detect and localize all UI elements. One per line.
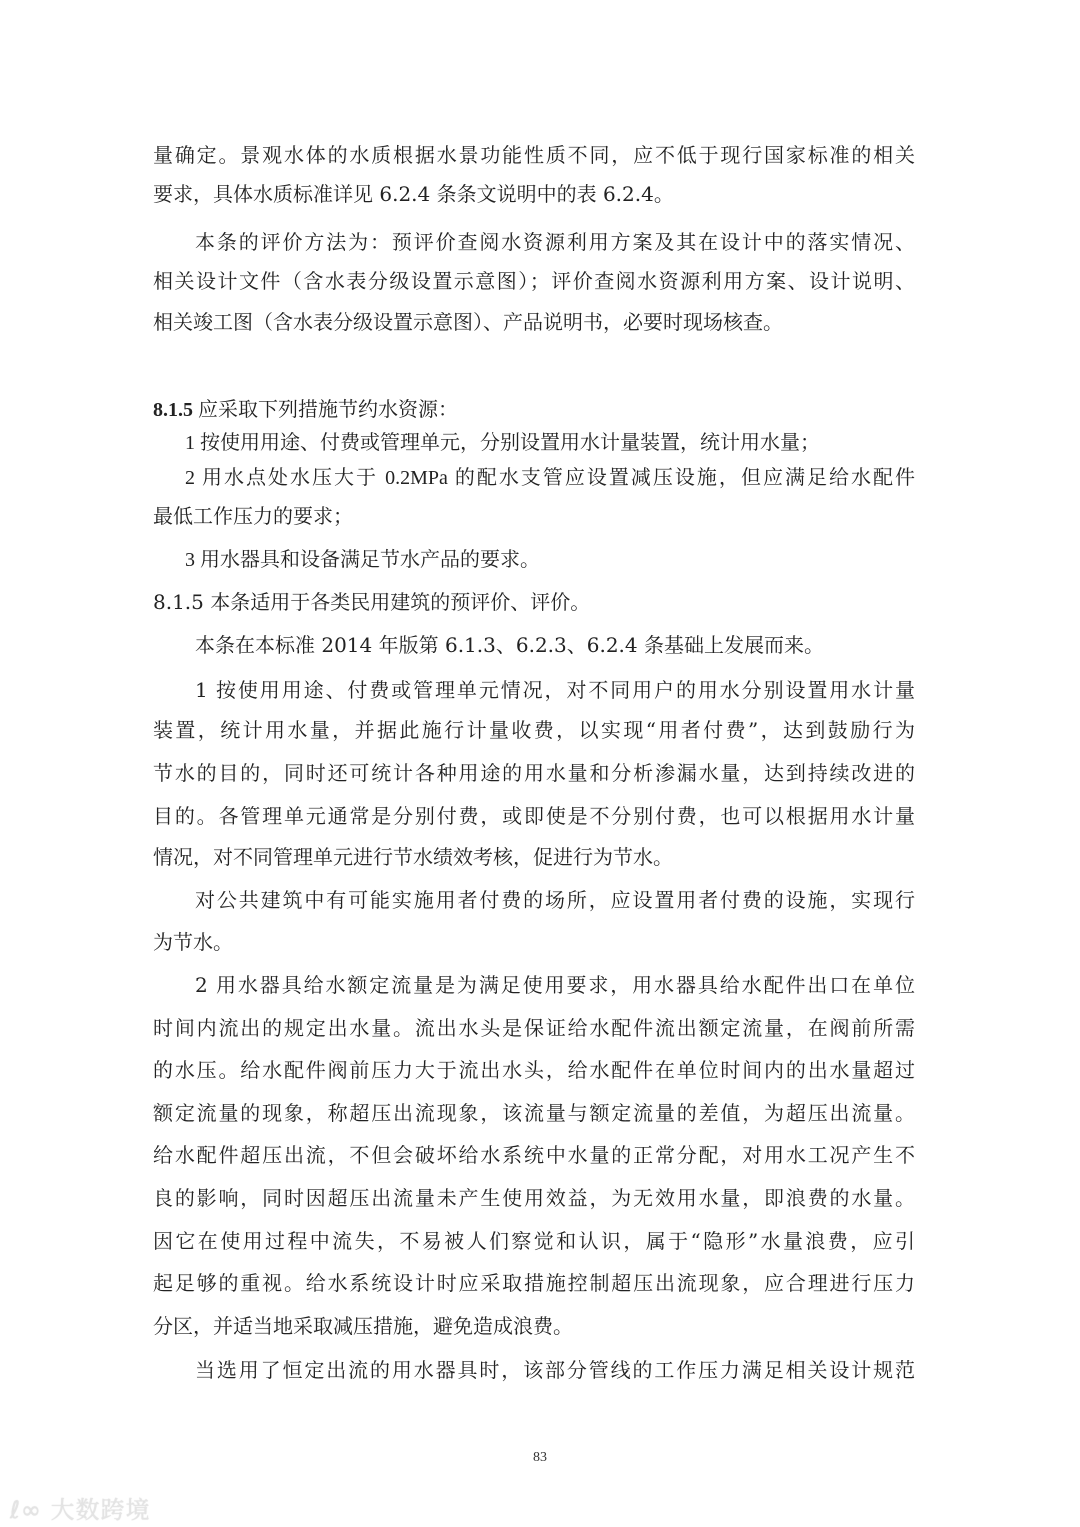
paragraph-line: 为节水。 xyxy=(153,930,233,954)
paragraph-line: 节水的目的，同时还可统计各种用途的用水量和分析渗漏水量，达到持续改进的 xyxy=(153,761,915,785)
clause-number: 8.1.5 xyxy=(153,399,193,421)
paragraph-line: 相关设计文件（含水表分级设置示意图）；评价查阅水资源利用方案、设计说明、 xyxy=(153,269,915,293)
paragraph-line: 量确定。景观水体的水质根据水景功能性质不同，应不低于现行国家标准的相关 xyxy=(153,143,915,167)
watermark-text: 大数跨境 xyxy=(50,1496,151,1524)
paragraph-line: 2 用水器具给水额定流量是为满足使用要求，用水器具给水配件出口在单位 xyxy=(195,973,915,997)
watermark-icon: ℓ∞ xyxy=(10,1496,51,1524)
paragraph-line: 给水配件超压出流，不但会破坏给水系统中水量的正常分配，对用水工况产生不 xyxy=(153,1143,915,1167)
page-number: 83 xyxy=(533,1450,547,1465)
clause-title: 应采取下列措施节约水资源： xyxy=(198,399,458,421)
paragraph-line: 良的影响，同时因超压出流量未产生使用效益，为无效用水量，即浪费的水量。 xyxy=(153,1186,915,1210)
paragraph-line: 本条的评价方法为：预评价查阅水资源利用方案及其在设计中的落实情况、 xyxy=(195,230,915,254)
clause-item: 3 用水器具和设备满足节水产品的要求。 xyxy=(185,549,540,571)
clause-heading xyxy=(153,397,915,423)
paragraph-line: 分区，并适当地采取减压措施，避免造成浪费。 xyxy=(153,1314,573,1338)
paragraph-line: 要求，具体水质标准详见 6.2.4 条条文说明中的表 6.2.4。 xyxy=(153,182,674,206)
paragraph-line: 起足够的重视。给水系统设计时应采取措施控制超压出流现象，应合理进行压力 xyxy=(153,1271,915,1295)
paragraph-line: 的水压。给水配件阀前压力大于流出水头，给水配件在单位时间内的出水量超过 xyxy=(153,1058,915,1082)
paragraph-line: 装置，统计用水量，并据此施行计量收费，以实现“用者付费”，达到鼓励行为 xyxy=(153,718,915,742)
paragraph-line: 当选用了恒定出流的用水器具时，该部分管线的工作压力满足相关设计规范 xyxy=(195,1358,915,1382)
paragraph-line: 目的。各管理单元通常是分别付费，或即使是不分别付费，也可以根据用水计量 xyxy=(153,804,915,828)
paragraph-line: 1 按使用用途、付费或管理单元情况，对不同用户的用水分别设置用水计量 xyxy=(195,678,915,702)
clause-item: 最低工作压力的要求； xyxy=(153,506,353,528)
clause-item: 2 用水点处水压大于 0.2MPa 的配水支管应设置减压设施，但应满足给水配件 xyxy=(185,467,915,489)
paragraph-line: 相关竣工图（含水表分级设置示意图）、产品说明书，必要时现场核查。 xyxy=(153,310,783,334)
clause-item: 1 按使用用途、付费或管理单元，分别设置用水计量装置，统计用水量； xyxy=(185,432,820,454)
paragraph-line: 对公共建筑中有可能实施用者付费的场所，应设置用者付费的设施，实现行 xyxy=(195,888,915,912)
paragraph-line: 本条在本标准 2014 年版第 6.1.3、6.2.3、6.2.4 条基础上发展而来。 xyxy=(195,633,824,657)
watermark-logo xyxy=(10,1490,151,1525)
paragraph-line: 因它在使用过程中流失，不易被人们察觉和认识，属于“隐形”水量浪费，应引 xyxy=(153,1229,915,1253)
paragraph-line: 情况，对不同管理单元进行节水绩效考核，促进行为节水。 xyxy=(153,845,673,869)
paragraph-line: 8.1.5 本条适用于各类民用建筑的预评价、评价。 xyxy=(153,590,591,614)
paragraph-line: 额定流量的现象，称超压出流现象，该流量与额定流量的差值，为超压出流量。 xyxy=(153,1101,915,1125)
paragraph-line: 时间内流出的规定出水量。流出水头是保证给水配件流出额定流量，在阀前所需 xyxy=(153,1016,915,1040)
